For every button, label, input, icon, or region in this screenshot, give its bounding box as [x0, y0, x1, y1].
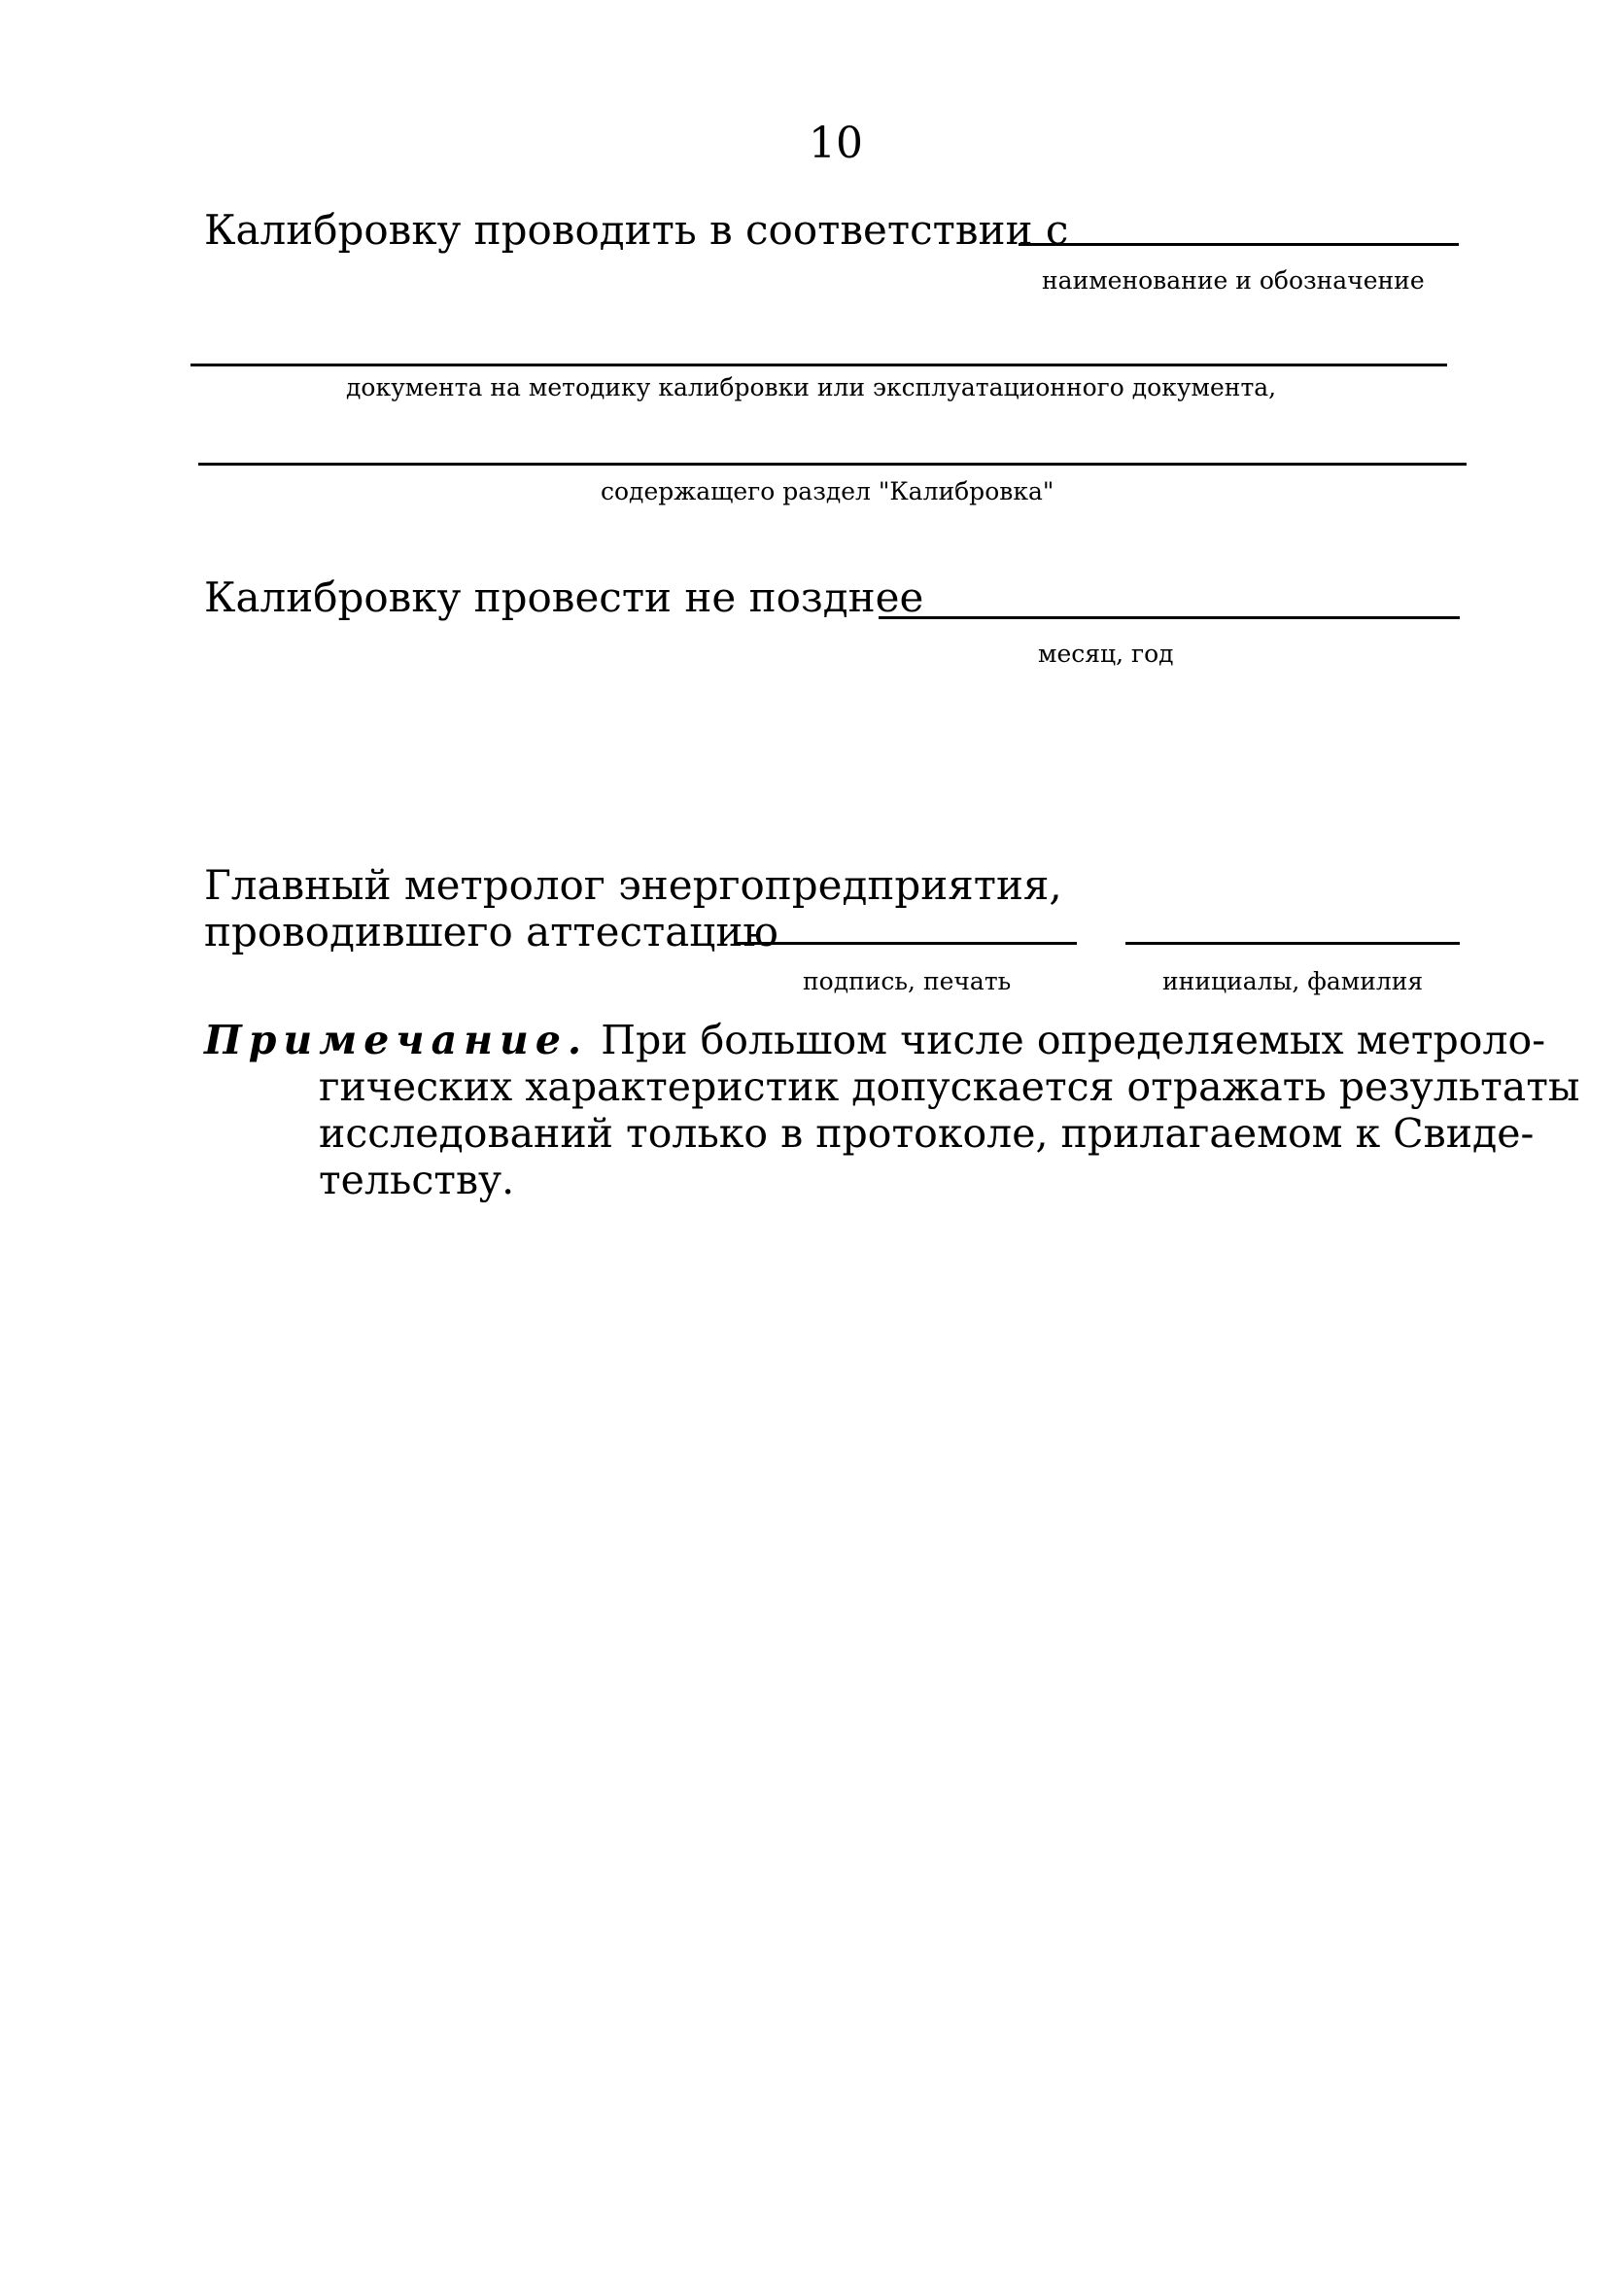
calibration-doc-text: Калибровку проводить в соответствии с — [204, 206, 1069, 254]
note-line-1: При большом числе определяемых метроло- — [601, 1017, 1546, 1063]
calibration-deadline-caption: месяц, год — [1038, 640, 1174, 668]
note-line-2: гических характеристик допускается отражать результаты — [319, 1063, 1580, 1110]
signature-title-line-2: проводившего аттестацию — [204, 908, 778, 955]
signature-title-line-1: Главный метролог энергопредприятия, — [204, 861, 1062, 909]
calibration-doc-caption-3: содержащего раздел "Калибровка" — [601, 477, 1054, 505]
name-fill-line[interactable] — [1125, 942, 1460, 945]
calibration-doc-fill-line[interactable] — [1019, 243, 1459, 246]
note-title: Примечание. — [204, 1017, 589, 1063]
signature-fill-line[interactable] — [737, 942, 1077, 945]
calibration-doc-fill-line-3[interactable] — [198, 463, 1467, 466]
note-line-4: тельству. — [319, 1157, 515, 1203]
calibration-doc-fill-line-2[interactable] — [190, 364, 1447, 366]
note-first-line — [204, 1017, 1545, 1063]
calibration-deadline-fill-line[interactable] — [879, 616, 1460, 619]
calibration-deadline-text: Калибровку провести не позднее — [204, 573, 924, 621]
signature-caption: подпись, печать — [803, 967, 1012, 995]
calibration-doc-caption-2: документа на методику калибровки или эксплуатационного документа, — [346, 373, 1277, 401]
name-caption: инициалы, фамилия — [1162, 967, 1424, 995]
calibration-doc-caption-1: наименование и обозначение — [1042, 266, 1425, 295]
page-number: 10 — [809, 119, 863, 168]
note-line-3: исследований только в протоколе, прилагаемом к Свиде- — [319, 1110, 1535, 1157]
